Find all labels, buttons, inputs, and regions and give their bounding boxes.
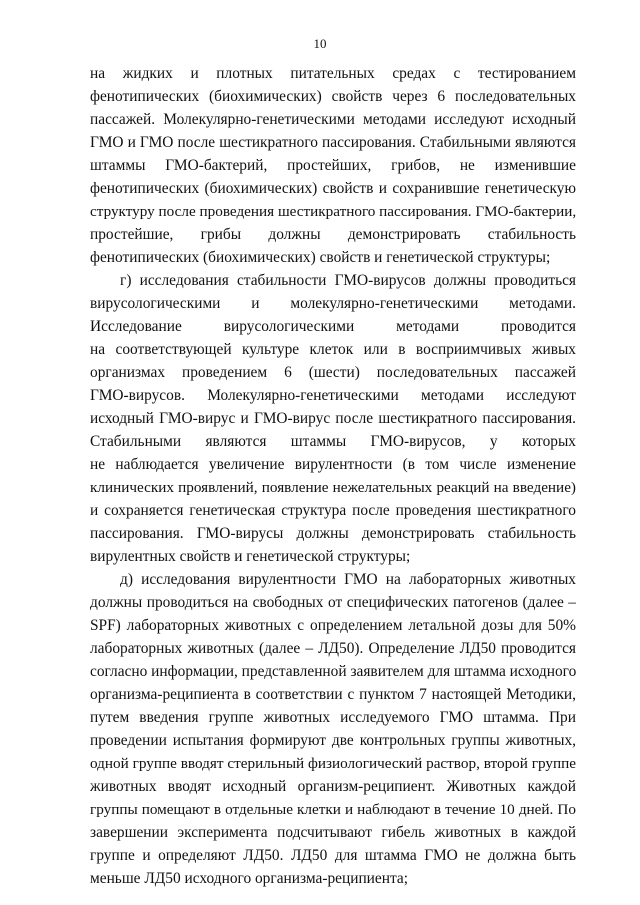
paragraph-item-d — [90, 568, 576, 890]
text-line: не наблюдается увеличение вирулентности (в том числе изменение — [90, 456, 576, 473]
document-body — [90, 62, 576, 890]
text-line: пассажей. Молекулярно-генетическими методами исследуют исходный — [90, 111, 576, 128]
text-line: животных вводят исходный организм-реципиент. Животных каждой — [90, 778, 576, 795]
text-line: фенотипических (биохимических) свойств через 6 последовательных — [90, 88, 576, 105]
text-line: Исследование вирусологическими методами проводится — [90, 318, 576, 335]
text-line: на соответствующей культуре клеток или в восприимчивых живых — [90, 341, 576, 358]
text-line: на жидких и плотных питательных средах с тестированием — [90, 65, 576, 82]
text-line: штаммы ГМО-бактерий, простейших, грибов, не изменившие — [90, 157, 576, 174]
text-line: меньше ЛД50 исходного организма-реципиента; — [90, 870, 409, 887]
text-line: исходный ГМО-вирус и ГМО-вирус после шестикратного пассирования. — [90, 410, 576, 427]
text-line: простейшие, грибы должны демонстрировать стабильность — [90, 226, 576, 243]
paragraph-continuation — [90, 62, 576, 269]
page-number: 10 — [313, 36, 327, 51]
text-line: SPF) лабораторных животных с определением летальной дозы для 50% — [90, 617, 576, 634]
text-line: Стабильными являются штаммы ГМО-вирусов, у которых — [90, 433, 576, 450]
text-line: должны проводиться на свободных от специфических патогенов (далее – — [90, 594, 576, 611]
text-line: ГМО-вирусов. Молекулярно-генетическими методами исследуют — [90, 387, 576, 404]
text-line: клинических проявлений, появление нежелательных реакций на введение) — [90, 479, 576, 496]
text-line: организма-реципиента в соответствии с пунктом 7 настоящей Методики, — [90, 686, 576, 703]
text-line: структуру после проведения шестикратного пассирования. ГМО-бактерии, — [90, 203, 576, 220]
text-line: согласно информации, представленной заявителем для штамма исходного — [90, 663, 576, 680]
text-line: завершении эксперимента подсчитывают гибель животных в каждой — [90, 824, 576, 841]
text-line: вирусологическими и молекулярно-генетическими методами. — [90, 295, 576, 312]
paragraph-item-g — [90, 269, 576, 568]
text-line: организмах проведением 6 (шести) последовательных пассажей — [90, 364, 576, 381]
text-line: проведении испытания формируют две контрольных группы животных, — [90, 732, 576, 749]
text-line: г) исследования стабильности ГМО-вирусов должны проводиться — [120, 272, 576, 289]
text-line: путем введения группе животных исследуемого ГМО штамма. При — [90, 709, 576, 726]
text-line: и сохраняется генетическая структура после проведения шестикратного — [90, 502, 576, 519]
text-line: лабораторных животных (далее – ЛД50). Определение ЛД50 проводится — [90, 640, 576, 657]
text-line: пассирования. ГМО-вирусы должны демонстрировать стабильность — [90, 525, 576, 542]
text-line: фенотипических (биохимических) свойств и сохранившие генетическую — [90, 180, 576, 197]
text-line: д) исследования вирулентности ГМО на лабораторных животных — [120, 571, 576, 588]
text-line: вирулентных свойств и генетической структуры; — [90, 548, 411, 565]
text-line: одной группе вводят стерильный физиологический раствор, второй группе — [90, 755, 576, 772]
text-line: ГМО и ГМО после шестикратного пассирования. Стабильными являются — [90, 134, 576, 151]
text-line: группе и определяют ЛД50. ЛД50 для штамма ГМО не должна быть — [90, 847, 576, 864]
text-line: группы помещают в отдельные клетки и наблюдают в течение 10 дней. По — [90, 801, 576, 818]
text-line: фенотипических (биохимических) свойств и генетической структуры; — [90, 249, 551, 266]
